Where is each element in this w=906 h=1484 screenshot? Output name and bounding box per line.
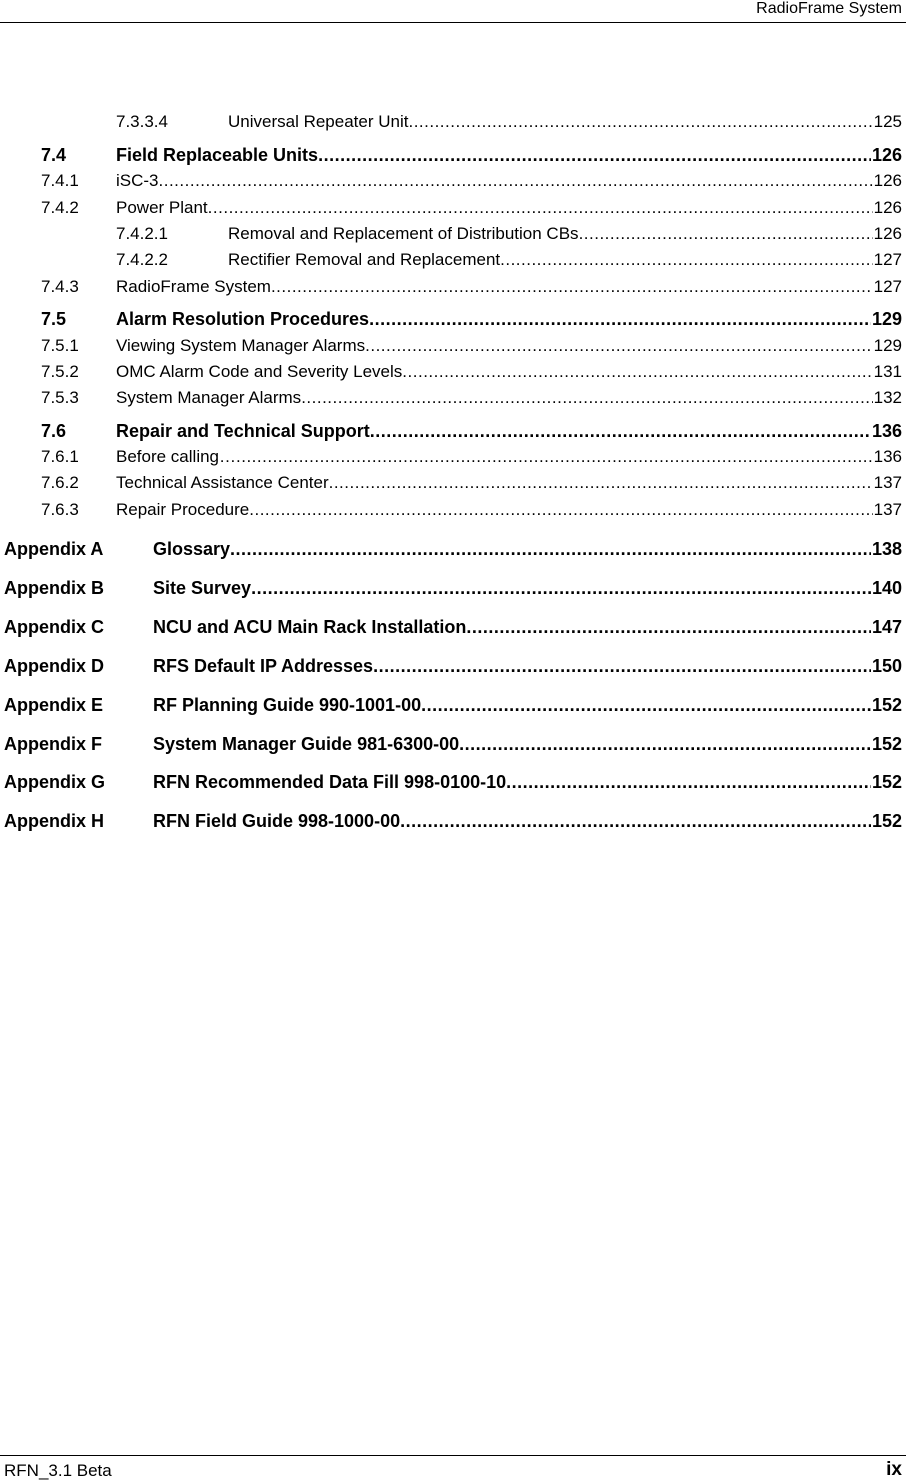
toc-leader: [421, 694, 871, 716]
toc-number: Appendix F: [4, 734, 102, 754]
toc-entry[interactable]: [4, 616, 902, 638]
toc-page: 152: [871, 811, 902, 831]
toc-number: 7.4.2: [41, 198, 79, 217]
toc-entry[interactable]: [41, 472, 902, 494]
toc-number: 7.5: [41, 309, 67, 329]
toc-entry[interactable]: [41, 335, 902, 357]
toc-number: Appendix G: [4, 772, 106, 792]
toc-leader: [369, 308, 871, 330]
toc-title: System Manager Guide 981-6300-00: [153, 734, 460, 754]
toc-leader: [506, 771, 871, 793]
toc-page: 129: [873, 336, 902, 355]
toc-leader: [249, 499, 872, 521]
toc-title: Glossary: [153, 539, 231, 559]
toc-entry[interactable]: [41, 361, 902, 383]
toc-number: 7.6.3: [41, 500, 79, 519]
toc-leader: [208, 197, 873, 219]
toc-number: Appendix A: [4, 539, 104, 559]
toc-leader: [230, 538, 871, 560]
toc-entry[interactable]: [41, 197, 902, 219]
toc-number: 7.4.3: [41, 277, 79, 296]
toc-page: 132: [873, 388, 902, 407]
toc-leader: [271, 276, 873, 298]
toc-leader: [402, 361, 872, 383]
toc-title: NCU and ACU Main Rack Installation: [153, 617, 467, 637]
toc-leader: [301, 387, 872, 409]
toc-leader: [400, 810, 871, 832]
toc-entry[interactable]: [41, 308, 902, 330]
toc-title: Repair Procedure: [116, 500, 250, 519]
toc-entry[interactable]: [41, 420, 902, 442]
toc-title: Site Survey: [153, 578, 252, 598]
toc-entry[interactable]: [41, 170, 902, 192]
toc-leader: [365, 335, 873, 357]
toc-number: 7.6: [41, 421, 67, 441]
toc-page: 140: [871, 578, 902, 598]
toc-leader: [251, 577, 871, 599]
toc-page: 136: [871, 421, 902, 441]
toc-page: 129: [871, 309, 902, 329]
page-footer: [0, 1455, 906, 1484]
toc-entry[interactable]: [41, 499, 902, 521]
toc-title: Before calling…: [116, 447, 237, 466]
toc-entry[interactable]: [41, 446, 902, 468]
toc-title: iSC-3: [116, 171, 159, 190]
toc-leader: [318, 144, 871, 166]
toc-title: Rectifier Removal and Replacement: [228, 250, 501, 269]
toc-page: 152: [871, 734, 902, 754]
toc-number: Appendix E: [4, 695, 104, 715]
toc-entry[interactable]: [4, 733, 902, 755]
toc-title: RFN Field Guide 998-1000-00: [153, 811, 401, 831]
toc-entry[interactable]: [4, 810, 902, 832]
toc-title: Alarm Resolution Procedures: [116, 309, 370, 329]
toc-leader: [466, 616, 871, 638]
toc-number: 7.3.3.4: [116, 112, 168, 131]
toc-title: System Manager Alarms: [116, 388, 302, 407]
toc-page: 137: [873, 473, 902, 492]
page-header: [0, 0, 906, 23]
toc-title: Field Replaceable Units: [116, 145, 319, 165]
toc-leader: [236, 446, 873, 468]
header-title: RadioFrame System: [756, 0, 902, 17]
toc-entry[interactable]: [41, 276, 902, 298]
toc-entry[interactable]: [4, 771, 902, 793]
toc-page: 152: [871, 772, 902, 792]
toc-page: 152: [871, 695, 902, 715]
toc-leader: [370, 420, 871, 442]
toc-entry[interactable]: [41, 144, 902, 166]
toc-number: 7.5.3: [41, 388, 79, 407]
toc-entry[interactable]: [116, 111, 902, 133]
toc-number: 7.4.2.1: [116, 224, 168, 243]
toc-page: 131: [873, 362, 902, 381]
toc-title: OMC Alarm Code and Severity Levels: [116, 362, 403, 381]
toc-page: 126: [873, 224, 902, 243]
toc-number: 7.6.1: [41, 447, 79, 466]
toc-page: 136: [873, 447, 902, 466]
toc-page: 150: [871, 656, 902, 676]
toc-entry[interactable]: [4, 577, 902, 599]
toc-number: Appendix B: [4, 578, 105, 598]
toc-leader: [373, 655, 871, 677]
toc-title: Repair and Technical Support: [116, 421, 370, 441]
page-number: ix: [886, 1459, 902, 1480]
toc-number: Appendix D: [4, 656, 105, 676]
toc-title: RFS Default IP Addresses: [153, 656, 374, 676]
toc-page: 147: [871, 617, 902, 637]
toc-page: 126: [871, 145, 902, 165]
toc-entry[interactable]: [116, 249, 902, 271]
toc-entry[interactable]: [4, 655, 902, 677]
toc-number: 7.4.1: [41, 171, 79, 190]
toc-page: 127: [873, 250, 902, 269]
toc-leader: [329, 472, 873, 494]
toc-leader: [408, 111, 872, 133]
toc-page: 125: [873, 112, 902, 131]
toc-title: Viewing System Manager Alarms: [116, 336, 366, 355]
toc-number: 7.6.2: [41, 473, 79, 492]
toc-title: Power Plant: [116, 198, 208, 217]
toc-number: 7.5.2: [41, 362, 79, 381]
toc-entry[interactable]: [41, 387, 902, 409]
toc-entry[interactable]: [4, 538, 902, 560]
toc-number: Appendix H: [4, 811, 105, 831]
toc-number: Appendix C: [4, 617, 105, 637]
toc-number: 7.5.1: [41, 336, 79, 355]
toc-page: 137: [873, 500, 902, 519]
toc-leader: [159, 170, 873, 192]
toc-number: 7.4: [41, 145, 67, 165]
toc-leader: [579, 223, 873, 245]
toc-title: Technical Assistance Center: [116, 473, 329, 492]
toc-entry[interactable]: [116, 223, 902, 245]
toc-title: Universal Repeater Unit: [228, 112, 409, 131]
toc-title: RadioFrame System: [116, 277, 271, 296]
toc-page: 127: [873, 277, 902, 296]
toc-number: 7.4.2.2: [116, 250, 168, 269]
toc-leader: [500, 249, 873, 271]
toc-title: RF Planning Guide 990-1001-00: [153, 695, 422, 715]
toc-title: RFN Recommended Data Fill 998-0100-10: [153, 772, 507, 792]
toc-page: 138: [871, 539, 902, 559]
toc-leader: [459, 733, 871, 755]
toc-entry[interactable]: [4, 694, 902, 716]
toc-title: Removal and Replacement of Distribution CBs: [228, 224, 579, 243]
document-version: RFN_3.1 Beta: [4, 1461, 112, 1480]
toc-page: 126: [873, 198, 902, 217]
toc-page: 126: [873, 171, 902, 190]
